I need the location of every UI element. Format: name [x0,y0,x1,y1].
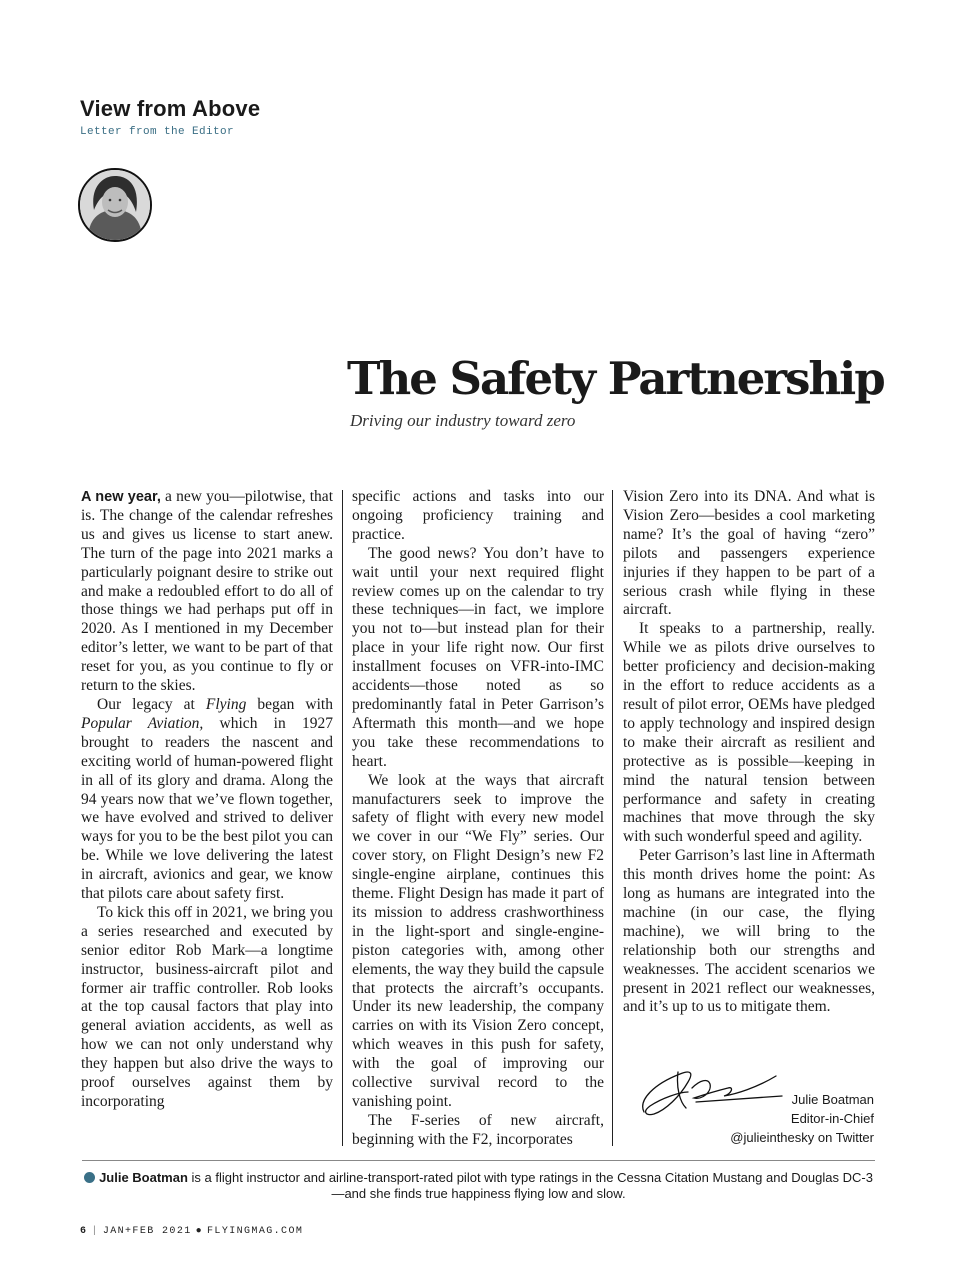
website: FLYINGMAG.COM [207,1226,304,1237]
footer-divider [82,1160,875,1161]
paragraph: Vision Zero into its DNA. And what is Vision Zero—besides a cool marketing name? It’s the goal of having “zero” pilots and passengers experience injuries if they happen to be part of a serious crash while flying in these aircraft. [623,488,875,619]
article-column-1 [81,488,333,1112]
paragraph: A new year, a new you—pilotwise, that is. The change of the calendar refreshes us and gives us license to start anew. The turn of the page into 2021 marks a particularly poignant desire to strike out and make a redoubled effort to do all of those things we had perhaps put off in 2020. As I mentioned in my December editor’s letter, we want to be part of that reset for you, as you continue to fly or return to the skies. [81,488,333,695]
paragraph: Our legacy at Flying began with Popular Aviation, which in 1927 brought to readers the nascent and exciting world of human-powered flight in all of its glory and drama. Along the 94 years now that we’ve flown together, we have evolved and strived to deliver ways for you to be the best pilot you can be. While we love delivering the latest in aircraft, avionics and gear, we know that pilots care about safety first. [81,695,333,903]
folio-separator: | [91,1226,99,1237]
editor-title: Editor-in-Chief [790,1111,874,1126]
paragraph: specific actions and tasks into our ongoing proficiency training and practice. [352,488,604,543]
editor-portrait-icon [80,170,150,240]
paragraph: The F-series of new aircraft, beginning with the F2, incorporates [352,1111,604,1148]
bio-text: is a flight instructor and airline-transport-rated pilot with type ratings in the Cessna Citation Mustang and Douglas DC-3—and she finds true happiness flying low and slow. [187,1170,873,1201]
paragraph: Peter Garrison’s last line in Aftermath this month drives home the point: As long as humans are integrated into the machine (in our case, the flying machine), we will bring to the relationship both our strengths and weaknesses. The accident scenarios we present in 2021 reflect our weaknesses, and it’s up to us to mitigate them. [623,847,875,1016]
bio-name: Julie Boatman [99,1170,188,1185]
lead-in: A new year, [81,489,161,505]
bio-bullet-icon [84,1172,95,1183]
article-column-3 [623,488,875,1017]
paragraph: We look at the ways that aircraft manufacturers seek to improve the safety of flight with every new model we cover in our “We Fly” series. Our cover story, on Flight Design’s new F2 single-engine airplane, continues this theme. Flight Design has made it part of its mission to address crashworthiness in the light-sport and single-engine-piston categories with, among other elements, the way they build the capsule that protects the aircraft’s occupants. Under its new leadership, the company carries on with its Vision Zero concept, which weaves in this push for safety, with the goal of improving our collective survival record to the vanishing point. [352,771,604,1110]
column-divider [612,490,613,1146]
editor-name: Julie Boatman [791,1092,874,1107]
column-divider [342,490,343,1146]
article-headline: The Safety Partnership [347,352,884,405]
paragraph: The good news? You don’t have to wait until your next required flight review comes up on the calendar to try these techniques—in fact, we implore you not to—but instead plan for their place in your life right now. Our first installment focuses on VFR-into-IMC accidents—those noted as so predominantly fatal in Peter Garrison’s Aftermath this month—and we hope you take these recommendations to heart. [352,544,604,770]
page-folio [80,1226,303,1237]
section-subtitle: Letter from the Editor [80,126,235,138]
signature-block [636,1062,874,1152]
magazine-name: Flying [205,695,247,713]
paragraph: It speaks to a partnership, really. While we as pilots drive ourselves to better proficiency and decision-making in the effort to reduce accidents as a result of pilot error, OEMs have pledged to apply technology and inspired design to make their aircraft as resilient and protective as is possible—keeping in mind the natural tension between performance and safety in creating machines that move through the sky with such wonderful speed and agility. [623,620,875,846]
editor-avatar [78,168,152,242]
section-title: View from Above [80,96,261,121]
issue-date: JAN+FEB 2021 [102,1226,192,1237]
editor-twitter-handle: @julieinthesky on Twitter [730,1130,874,1145]
page-number: 6 [80,1226,88,1237]
author-bio [82,1170,875,1201]
article-column-2 [352,488,604,1150]
article-dek: Driving our industry toward zero [350,411,576,430]
bullet-icon: ● [195,1226,204,1237]
paragraph: To kick this off in 2021, we bring you a series researched and executed by senior editor Rob Mark—a longtime instructor, business-aircraft pilot and former air traffic controller. Rob looks at the top causal factors that play into general aviation accidents, as well as how we can not only understand why they happen but also drive the ways to proof ourselves against them by incorporating [81,903,333,1110]
magazine-name: Popular Aviation, [81,714,204,732]
handwritten-signature-icon [636,1062,786,1124]
